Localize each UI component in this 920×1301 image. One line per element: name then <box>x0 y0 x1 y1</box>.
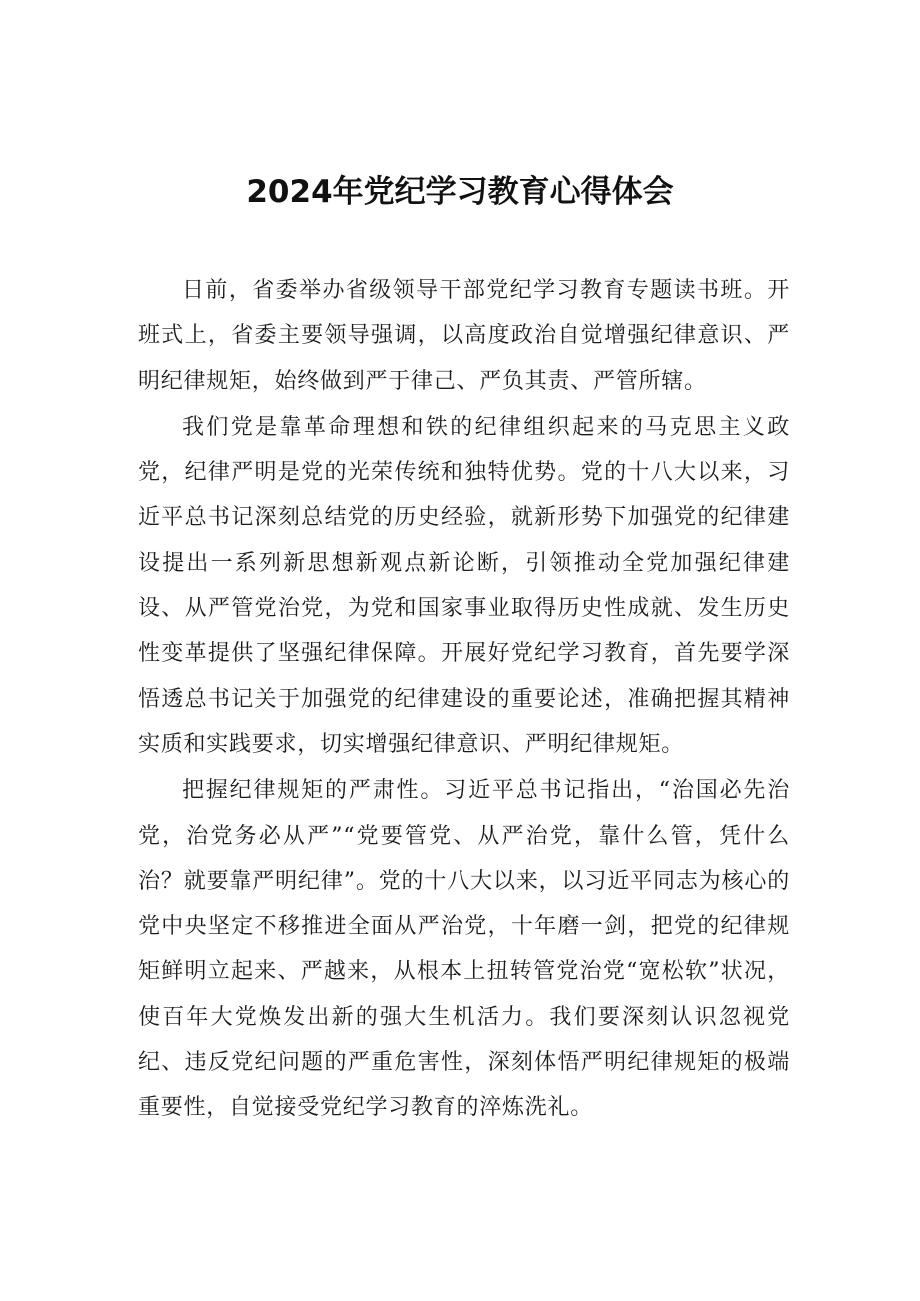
paragraph-2: 我们党是靠革命理想和铁的纪律组织起来的马克思主义政党，纪律严明是党的光荣传统和独特优势。党的十八大以来，习近平总书记深刻总结党的历史经验，就新形势下加强党的纪律建设提出一系列新思想新观点新论断，引领推动全党加强纪律建设、从严管党治党，为党和国家事业取得历史性成就、发生历史性变革提供了坚强纪律保障。开展好党纪学习教育，首先要学深悟透总书记关于加强党的纪律建设的重要论述，准确把握其精神实质和实践要求，切实增强纪律意识、严明纪律规矩。 <box>138 414 790 757</box>
paragraph-1: 日前，省委举办省级领导干部党纪学习教育专题读书班。开班式上，省委主要领导强调，以高度政治自觉增强纪律意识、严明纪律规矩，始终做到严于律己、严负其责、严管所辖。 <box>138 278 790 394</box>
paragraph-3: 把握纪律规矩的严肃性。习近平总书记指出，“治国必先治党，治党务必从严”“党要管党、从严治党，靠什么管，凭什么治？就要靠严明纪律”。党的十八大以来，以习近平同志为核心的党中央坚定不移推进全面从严治党，十年磨一剑，把党的纪律规矩鲜明立起来、严越来，从根本上扭转管党治党“宽松软”状况，使百年大党焕发出新的强大生机活力。我们要深刻认识忽视党纪、违反党纪问题的严重危害性，深刻体悟严明纪律规矩的极端重要性，自觉接受党纪学习教育的淬炼洗礼。 <box>138 778 790 1121</box>
document-body <box>138 268 790 1132</box>
document-title: 2024年党纪学习教育心得体会 <box>246 174 674 210</box>
